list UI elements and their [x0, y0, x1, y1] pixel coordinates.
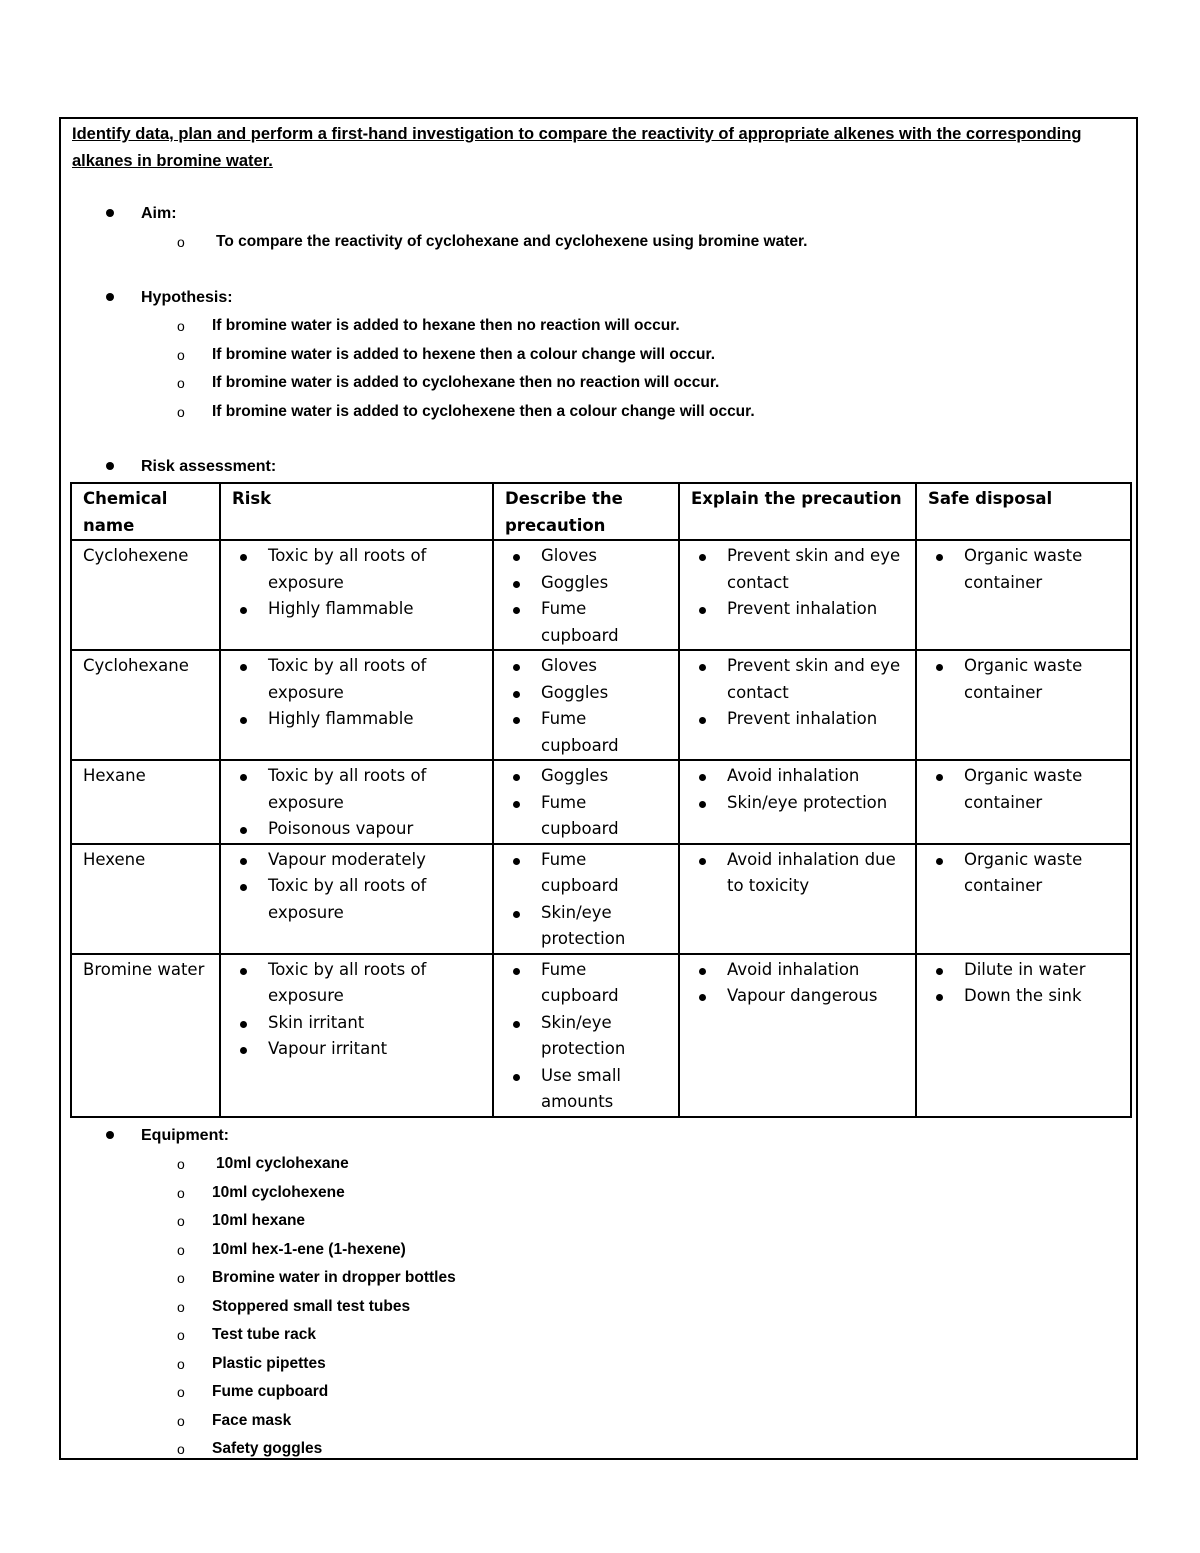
list-item: Dilute in water	[964, 957, 1120, 984]
hypothesis-text: If bromine water is added to cyclohexene then a colour change will occur.	[212, 402, 755, 420]
aim-label: Aim:	[141, 205, 177, 222]
list-item: Goggles	[541, 570, 668, 597]
equipment-text: Plastic pipettes	[212, 1354, 326, 1372]
list-item: Prevent inhalation	[727, 596, 905, 623]
describe-cell	[493, 760, 679, 844]
circle-bullet-icon: o	[177, 318, 185, 334]
list-item: Highly flammable	[268, 706, 482, 733]
risk-label: Risk assessment:	[141, 458, 277, 475]
circle-bullet-icon: o	[177, 1384, 185, 1400]
disposal-cell	[916, 540, 1131, 650]
circle-bullet-icon: o	[177, 1156, 185, 1172]
list-item: Use small amounts	[541, 1063, 668, 1116]
explain-cell	[679, 760, 916, 844]
equipment-heading	[61, 1122, 661, 1150]
risk-cell	[220, 844, 493, 954]
list-item: Avoid inhalation due to toxicity	[727, 847, 905, 900]
list-item: Organic waste container	[964, 653, 1120, 706]
equipment-text: Stoppered small test tubes	[212, 1297, 411, 1315]
list-item	[61, 1207, 1061, 1236]
circle-bullet-icon: o	[177, 1241, 185, 1258]
list-item: Organic waste container	[964, 847, 1120, 900]
circle-bullet-icon: o	[177, 1298, 185, 1315]
column-header-describe: Describe the precaution	[493, 483, 679, 540]
list-item	[61, 1321, 1061, 1350]
explain-cell	[679, 650, 916, 760]
describe-cell	[493, 954, 679, 1117]
list-item: Highly flammable	[268, 596, 482, 623]
list-item: Toxic by all roots of exposure	[268, 873, 482, 926]
bullet-icon	[106, 462, 114, 470]
list-item: Skin irritant	[268, 1010, 482, 1037]
list-item	[61, 398, 1061, 427]
list-item: Vapour irritant	[268, 1036, 482, 1063]
hypothesis-label: Hypothesis:	[141, 289, 233, 306]
circle-bullet-icon: o	[177, 1213, 185, 1229]
list-item: Goggles	[541, 680, 668, 707]
list-item	[61, 1293, 1061, 1322]
list-item: Toxic by all roots of exposure	[268, 543, 482, 596]
hypothesis-list	[61, 312, 1061, 426]
table-row	[71, 650, 1131, 760]
list-item: Toxic by all roots of exposure	[268, 763, 482, 816]
hypothesis-text: If bromine water is added to cyclohexane then no reaction will occur.	[212, 374, 720, 391]
aim-text: To compare the reactivity of cyclohexane and cyclohexene using bromine water.	[216, 233, 808, 250]
list-item	[61, 1264, 1061, 1293]
table-row	[71, 954, 1131, 1117]
circle-bullet-icon: o	[177, 346, 185, 363]
circle-bullet-icon: o	[177, 1327, 185, 1343]
bullet-icon	[106, 1131, 114, 1139]
list-item	[61, 1179, 1061, 1208]
risk-cell	[220, 650, 493, 760]
table-header-row	[71, 483, 1131, 540]
list-item	[61, 341, 1061, 370]
list-item: Toxic by all roots of exposure	[268, 653, 482, 706]
circle-bullet-icon: o	[177, 1355, 185, 1372]
list-item: Toxic by all roots of exposure	[268, 957, 482, 1010]
list-item	[61, 1350, 1061, 1379]
bullet-icon	[106, 293, 114, 301]
column-header-disposal: Safe disposal	[916, 483, 1131, 540]
equipment-text: 10ml hexane	[212, 1212, 306, 1229]
equipment-text: 10ml cyclohexene	[212, 1183, 345, 1201]
document-frame	[59, 117, 1138, 1460]
list-item: Goggles	[541, 763, 668, 790]
chemical-cell: Hexene	[71, 844, 220, 954]
describe-cell	[493, 540, 679, 650]
list-item: Avoid inhalation	[727, 763, 905, 790]
disposal-cell	[916, 954, 1131, 1117]
circle-bullet-icon: o	[177, 1441, 185, 1457]
aim-list	[61, 228, 1061, 257]
chemical-cell: Cyclohexene	[71, 540, 220, 650]
equipment-label: Equipment:	[141, 1127, 229, 1144]
equipment-text: 10ml hex-1-ene (1-hexene)	[212, 1240, 406, 1258]
risk-cell	[220, 540, 493, 650]
hypothesis-text: If bromine water is added to hexane then no reaction will occur.	[212, 317, 680, 334]
equipment-text: Bromine water in dropper bottles	[212, 1269, 456, 1286]
equipment-text: 10ml cyclohexane	[216, 1155, 349, 1172]
list-item: Vapour moderately	[268, 847, 482, 874]
column-header-explain: Explain the precaution	[679, 483, 916, 540]
list-item	[61, 369, 1061, 398]
circle-bullet-icon: o	[177, 1184, 185, 1201]
circle-bullet-icon: o	[177, 1412, 185, 1429]
list-item	[61, 1236, 1061, 1265]
risk-assessment-table	[70, 482, 1132, 1118]
disposal-cell	[916, 844, 1131, 954]
list-item: Organic waste container	[964, 763, 1120, 816]
describe-cell	[493, 844, 679, 954]
disposal-cell	[916, 760, 1131, 844]
list-item: Fume cupboard	[541, 957, 668, 1010]
list-item: Fume cupboard	[541, 847, 668, 900]
hypothesis-text: If bromine water is added to hexene then a colour change will occur.	[212, 345, 716, 363]
list-item: Prevent inhalation	[727, 706, 905, 733]
circle-bullet-icon: o	[177, 375, 185, 391]
list-item: Skin/eye protection	[541, 900, 668, 953]
hypothesis-heading	[61, 284, 661, 312]
list-item: Gloves	[541, 653, 668, 680]
list-item: Fume cupboard	[541, 596, 668, 649]
list-item: Skin/eye protection	[727, 790, 905, 817]
risk-heading	[61, 453, 661, 481]
table-row	[71, 844, 1131, 954]
equipment-text: Fume cupboard	[212, 1383, 329, 1400]
chemical-cell: Hexane	[71, 760, 220, 844]
risk-cell	[220, 760, 493, 844]
list-item	[61, 1378, 1061, 1407]
explain-cell	[679, 844, 916, 954]
risk-cell	[220, 954, 493, 1117]
column-header-chemical: Chemical name	[71, 483, 220, 540]
circle-bullet-icon: o	[177, 1270, 185, 1286]
column-header-risk: Risk	[220, 483, 493, 540]
explain-cell	[679, 540, 916, 650]
circle-bullet-icon: o	[177, 403, 185, 420]
list-item: Fume cupboard	[541, 790, 668, 843]
equipment-list	[61, 1150, 1061, 1464]
explain-cell	[679, 954, 916, 1117]
chemical-cell: Bromine water	[71, 954, 220, 1117]
table-row	[71, 760, 1131, 844]
describe-cell	[493, 650, 679, 760]
list-item: Fume cupboard	[541, 706, 668, 759]
list-item	[61, 1150, 1061, 1179]
list-item	[61, 312, 1061, 341]
aim-heading	[61, 200, 661, 228]
bullet-icon	[106, 209, 114, 217]
list-item: Gloves	[541, 543, 668, 570]
list-item: Organic waste container	[964, 543, 1120, 596]
list-item: Vapour dangerous	[727, 983, 905, 1010]
list-item: Avoid inhalation	[727, 957, 905, 984]
disposal-cell	[916, 650, 1131, 760]
list-item: Prevent skin and eye contact	[727, 653, 905, 706]
list-item: Prevent skin and eye contact	[727, 543, 905, 596]
table-row	[71, 540, 1131, 650]
list-item: Skin/eye protection	[541, 1010, 668, 1063]
chemical-cell: Cyclohexane	[71, 650, 220, 760]
list-item	[61, 1407, 1061, 1436]
list-item: Down the sink	[964, 983, 1120, 1010]
equipment-text: Test tube rack	[212, 1326, 316, 1343]
list-item	[61, 228, 1061, 257]
circle-bullet-icon: o	[177, 234, 185, 250]
equipment-text: Face mask	[212, 1411, 292, 1429]
document-title: Identify data, plan and perform a first-hand investigation to compare the reactivity of appropriate alkenes with the corresponding alkanes in bromine water.	[72, 125, 1082, 170]
list-item	[61, 1435, 1061, 1464]
equipment-text: Safety goggles	[212, 1440, 323, 1457]
list-item: Poisonous vapour	[268, 816, 482, 843]
